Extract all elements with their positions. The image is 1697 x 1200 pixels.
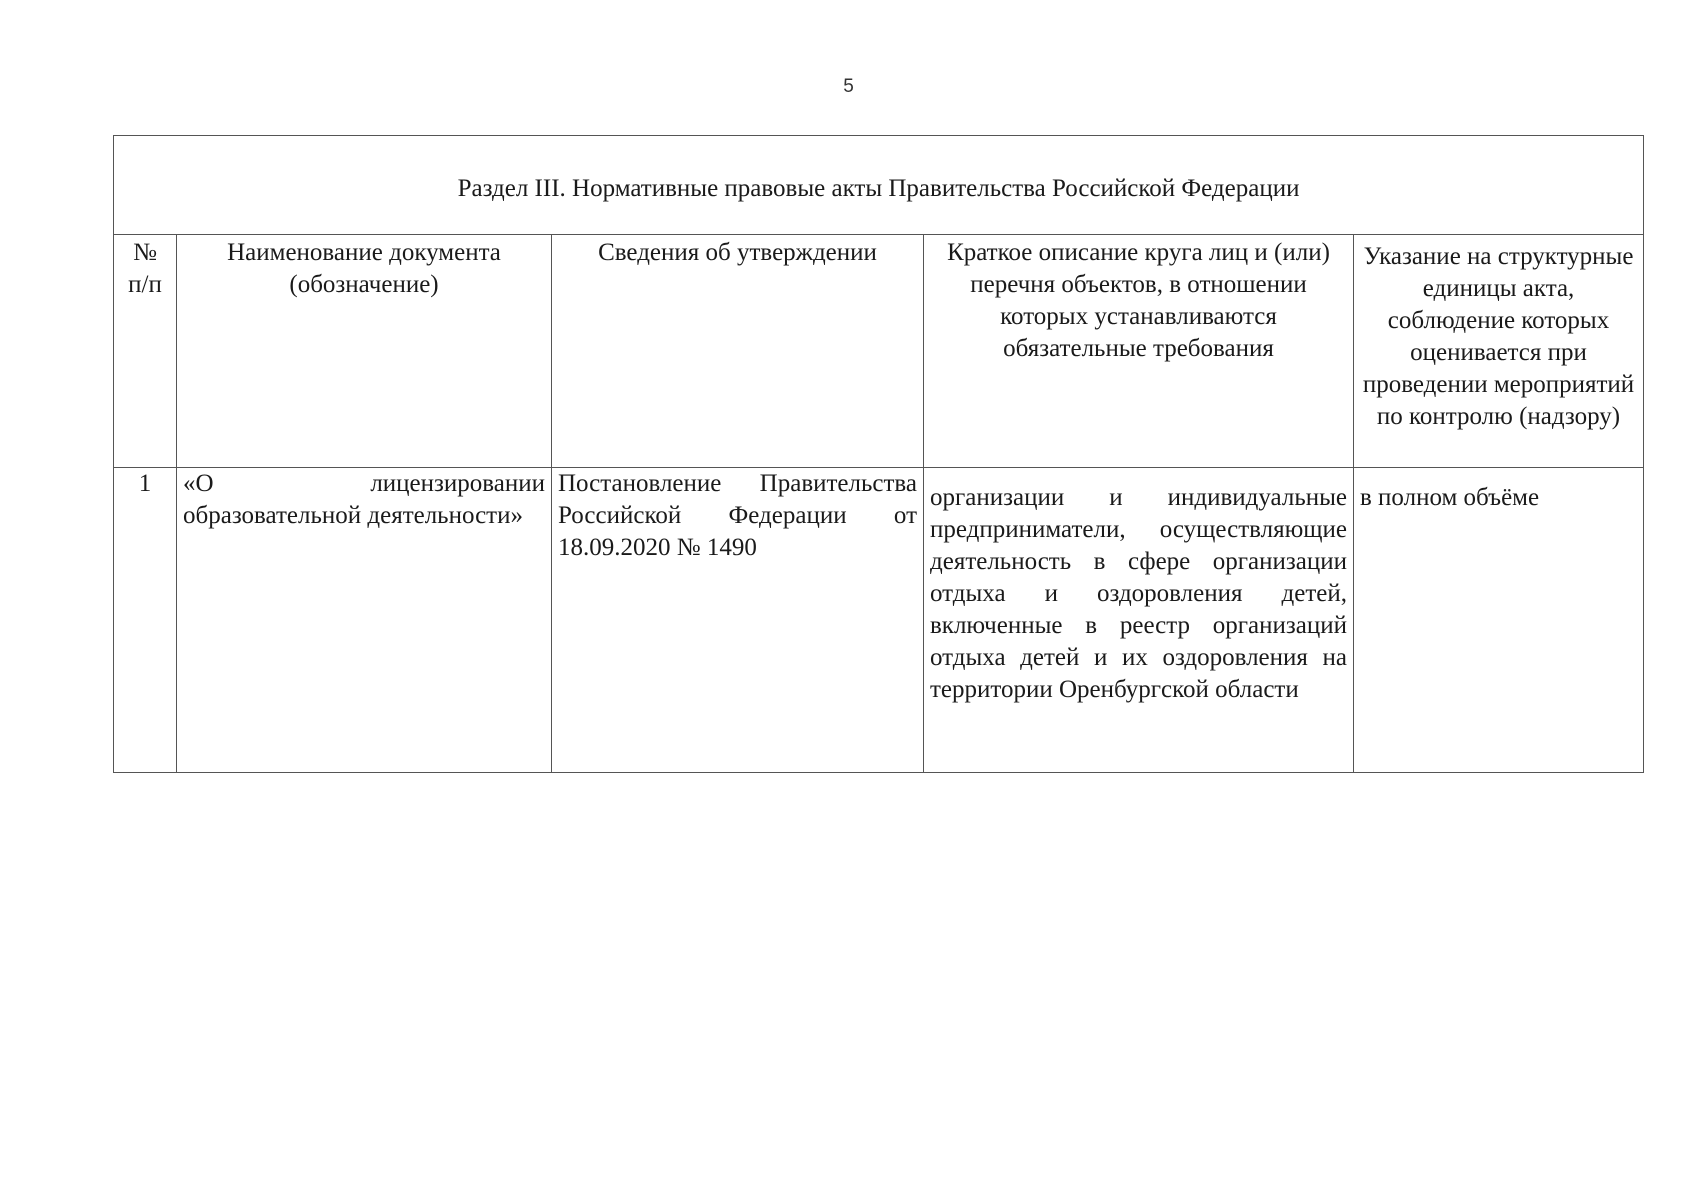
header-row <box>114 235 1644 468</box>
column-header-number: № п/п <box>114 235 177 468</box>
section-title-row <box>114 136 1644 235</box>
column-header-document-name: Наименование документа (обозначение) <box>177 235 552 468</box>
subjects-description: организации и индивидуальные предприниматели, осуществляющие деятельность в сфере организации отдыха и оздоровления детей, включенные в реестр организаций отдыха детей и их оздоровления на территории Оренбургской области <box>924 468 1354 773</box>
section-title: Раздел III. Нормативные правовые акты Правительства Российской Федерации <box>114 136 1644 235</box>
regulatory-acts-table <box>113 135 1644 773</box>
approval-info: Постановление Правительства Российской Федерации от 18.09.2020 № 1490 <box>552 468 924 773</box>
table-row <box>114 468 1644 773</box>
row-number: 1 <box>114 468 177 773</box>
column-header-approval: Сведения об утверждении <box>552 235 924 468</box>
column-header-description: Краткое описание круга лиц и (или) перечня объектов, в отношении которых устанавливаются обязательные требования <box>924 235 1354 468</box>
document-name: «О лицензировании образовательной деятельности» <box>177 468 552 773</box>
page-number: 5 <box>843 76 854 97</box>
column-header-structural-units: Указание на структурные единицы акта, соблюдение которых оценивается при проведении мероприятий по контролю (надзору) <box>1354 235 1644 468</box>
structural-units: в полном объёме <box>1354 468 1644 773</box>
